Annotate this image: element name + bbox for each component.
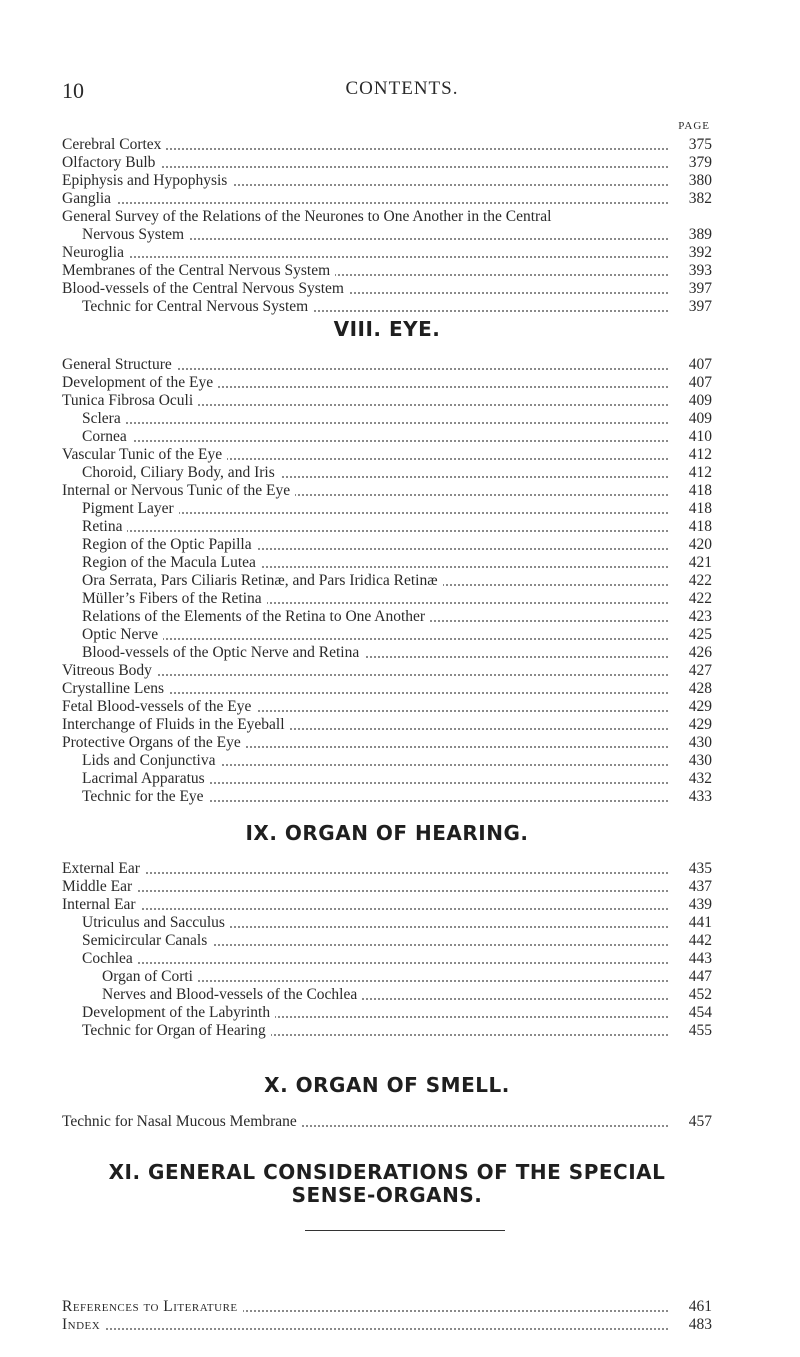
toc-entry-label: Cochlea bbox=[62, 950, 138, 967]
toc-entry-page: 375 bbox=[670, 136, 712, 154]
dot-leader bbox=[62, 530, 668, 532]
toc-entry bbox=[62, 208, 712, 226]
toc-entry bbox=[62, 298, 712, 316]
toc-entry-label: Region of the Macula Lutea bbox=[62, 554, 261, 571]
toc-entry bbox=[62, 172, 712, 190]
toc-entry-label: Region of the Optic Papilla bbox=[62, 536, 257, 553]
dot-leader bbox=[62, 890, 668, 892]
toc-entry-page: 418 bbox=[670, 518, 712, 536]
toc-entry bbox=[62, 788, 712, 806]
toc-entry bbox=[62, 896, 712, 914]
toc-entry bbox=[62, 554, 712, 572]
toc-entry bbox=[62, 1298, 712, 1316]
toc-entry-label: Fetal Blood-vessels of the Eye bbox=[62, 698, 256, 715]
toc-entry-page: 410 bbox=[670, 428, 712, 446]
toc-entry-page: 433 bbox=[670, 788, 712, 806]
section-heading-line-2: SENSE-ORGANS. bbox=[291, 1183, 483, 1207]
toc-entry bbox=[62, 950, 712, 968]
toc-entry-page: 430 bbox=[670, 752, 712, 770]
toc-entry-page: 452 bbox=[670, 986, 712, 1004]
toc-entry bbox=[62, 914, 712, 932]
toc-entry-label: Vascular Tunic of the Eye bbox=[62, 446, 227, 463]
toc-entry-label: Protective Organs of the Eye bbox=[62, 734, 246, 751]
toc-entry bbox=[62, 410, 712, 428]
toc-entry bbox=[62, 968, 712, 986]
toc-entry-page: 426 bbox=[670, 644, 712, 662]
toc-entry-label: Pigment Layer bbox=[62, 500, 179, 517]
toc-entry-page: 421 bbox=[670, 554, 712, 572]
toc-entry bbox=[62, 190, 712, 208]
toc-entry-label: Membranes of the Central Nervous System bbox=[62, 262, 335, 279]
toc-entry-page: 418 bbox=[670, 482, 712, 500]
toc-entry-label: Relations of the Elements of the Retina to One Another bbox=[62, 608, 430, 625]
dot-leader bbox=[62, 908, 668, 910]
toc-entry-label: Semicircular Canals bbox=[62, 932, 212, 949]
toc-entry-label: Technic for the Eye bbox=[62, 788, 209, 805]
toc-entry bbox=[62, 226, 712, 244]
page-column-label: PAGE bbox=[678, 120, 710, 132]
toc-entry-label: Technic for Nasal Mucous Membrane bbox=[62, 1113, 302, 1130]
toc-entry-page: 423 bbox=[670, 608, 712, 626]
section-heading-general-considerations bbox=[62, 1161, 712, 1207]
toc-entry bbox=[62, 878, 712, 896]
toc-entry-label: Blood-vessels of the Central Nervous System bbox=[62, 280, 349, 297]
toc-entry-page: 427 bbox=[670, 662, 712, 680]
toc-entry-page: 412 bbox=[670, 464, 712, 482]
toc-entry bbox=[62, 698, 712, 716]
toc-entry bbox=[62, 626, 712, 644]
toc-entry-label: Nervous System bbox=[62, 226, 189, 243]
toc-entry bbox=[62, 1113, 712, 1131]
toc-entry bbox=[62, 392, 712, 410]
toc-entry bbox=[62, 154, 712, 172]
toc-entry-label: Organ of Corti bbox=[62, 968, 198, 985]
toc-entry-page: 435 bbox=[670, 860, 712, 878]
toc-entry-page: 430 bbox=[670, 734, 712, 752]
toc-entry bbox=[62, 1022, 712, 1040]
toc-entry bbox=[62, 608, 712, 626]
toc-entry-page: 409 bbox=[670, 410, 712, 428]
toc-entry-page: 429 bbox=[670, 698, 712, 716]
toc-entry-label: Epiphysis and Hypophysis bbox=[62, 172, 232, 189]
dot-leader bbox=[62, 1328, 668, 1330]
toc-entry-label: Lids and Conjunctiva bbox=[62, 752, 220, 769]
toc-entry-page: 447 bbox=[670, 968, 712, 986]
toc-entry bbox=[62, 374, 712, 392]
toc-entry bbox=[62, 280, 712, 298]
dot-leader bbox=[62, 962, 668, 964]
toc-entry-label: Utriculus and Sacculus bbox=[62, 914, 230, 931]
toc-entry bbox=[62, 356, 712, 374]
toc-entry-page: 420 bbox=[670, 536, 712, 554]
toc-entry-label: General Structure bbox=[62, 356, 177, 373]
toc-entry bbox=[62, 500, 712, 518]
toc-entry bbox=[62, 136, 712, 154]
toc-entry-label: Choroid, Ciliary Body, and Iris bbox=[62, 464, 280, 481]
toc-entry-label: Development of the Eye bbox=[62, 374, 218, 391]
toc-entry-label: Development of the Labyrinth bbox=[62, 1004, 275, 1021]
section-heading-eye: VIII. EYE. bbox=[333, 317, 441, 341]
toc-entry-label: Index bbox=[62, 1316, 105, 1333]
dot-leader bbox=[62, 872, 668, 874]
toc-entry-label: Middle Ear bbox=[62, 878, 137, 895]
toc-entry-page: 442 bbox=[670, 932, 712, 950]
dot-leader bbox=[62, 440, 668, 442]
toc-section-eye bbox=[62, 356, 712, 806]
toc-entry bbox=[62, 932, 712, 950]
toc-entry bbox=[62, 482, 712, 500]
toc-entry-label: Internal or Nervous Tunic of the Eye bbox=[62, 482, 295, 499]
toc-entry-page: 407 bbox=[670, 374, 712, 392]
toc-entry-page: 407 bbox=[670, 356, 712, 374]
toc-entry-label: References to Literature bbox=[62, 1298, 243, 1315]
toc-entry-label: Cornea bbox=[62, 428, 132, 445]
toc-entry bbox=[62, 716, 712, 734]
toc-entry-page: 382 bbox=[670, 190, 712, 208]
toc-entry-label: Vitreous Body bbox=[62, 662, 157, 679]
toc-section-smell bbox=[62, 1113, 712, 1131]
toc-entry-label: Internal Ear bbox=[62, 896, 141, 913]
toc-back-matter bbox=[62, 1298, 712, 1334]
toc-entry-page: 422 bbox=[670, 572, 712, 590]
toc-entry bbox=[62, 536, 712, 554]
toc-entry-label: External Ear bbox=[62, 860, 145, 877]
toc-entry-page: 397 bbox=[670, 280, 712, 298]
toc-entry-page: 392 bbox=[670, 244, 712, 262]
toc-entry-label: Olfactory Bulb bbox=[62, 154, 160, 171]
toc-entry-page: 425 bbox=[670, 626, 712, 644]
toc-entry bbox=[62, 752, 712, 770]
toc-entry bbox=[62, 590, 712, 608]
toc-entry-label: Retina bbox=[62, 518, 127, 535]
toc-entry bbox=[62, 860, 712, 878]
page-number: 10 bbox=[62, 78, 84, 103]
toc-entry-page: 428 bbox=[670, 680, 712, 698]
toc-entry-page: 432 bbox=[670, 770, 712, 788]
toc-entry-label: Crystalline Lens bbox=[62, 680, 169, 697]
section-heading-smell: X. ORGAN OF SMELL. bbox=[264, 1073, 510, 1097]
toc-section-hearing bbox=[62, 860, 712, 1040]
horizontal-rule bbox=[305, 1230, 505, 1231]
toc-entry bbox=[62, 1316, 712, 1334]
toc-entry-label: Technic for Organ of Hearing bbox=[62, 1022, 271, 1039]
toc-entry-label: Nerves and Blood-vessels of the Cochlea bbox=[62, 986, 362, 1003]
toc-entry-page: 483 bbox=[670, 1316, 712, 1334]
toc-entry bbox=[62, 1004, 712, 1022]
toc-entry bbox=[62, 662, 712, 680]
toc-entry bbox=[62, 262, 712, 280]
toc-entry-page: 397 bbox=[670, 298, 712, 316]
dot-leader bbox=[62, 202, 668, 204]
toc-entry-label: Ora Serrata, Pars Ciliaris Retinæ, and Pars Iridica Retinæ bbox=[62, 572, 443, 589]
toc-entry bbox=[62, 644, 712, 662]
toc-entry-page: 461 bbox=[670, 1298, 712, 1316]
toc-entry-page: 439 bbox=[670, 896, 712, 914]
toc-entry bbox=[62, 428, 712, 446]
running-title: CONTENTS. bbox=[345, 78, 459, 99]
toc-entry-page: 422 bbox=[670, 590, 712, 608]
toc-entry bbox=[62, 518, 712, 536]
toc-entry bbox=[62, 464, 712, 482]
toc-entry-label: Lacrimal Apparatus bbox=[62, 770, 210, 787]
toc-entry bbox=[62, 572, 712, 590]
toc-entry-page: 429 bbox=[670, 716, 712, 734]
toc-entry-page: 418 bbox=[670, 500, 712, 518]
dot-leader bbox=[62, 422, 668, 424]
toc-entry-page: 380 bbox=[670, 172, 712, 190]
toc-entry bbox=[62, 680, 712, 698]
toc-entry-label: Blood-vessels of the Optic Nerve and Retina bbox=[62, 644, 364, 661]
toc-entry-page: 412 bbox=[670, 446, 712, 464]
page-header bbox=[62, 78, 742, 108]
toc-entry-label: Ganglia bbox=[62, 190, 116, 207]
section-heading-hearing: IX. ORGAN OF HEARING. bbox=[245, 821, 529, 845]
toc-entry-label: Technic for Central Nervous System bbox=[62, 298, 313, 315]
toc-entry-page: 379 bbox=[670, 154, 712, 172]
toc-entry bbox=[62, 986, 712, 1004]
toc-entry bbox=[62, 734, 712, 752]
dot-leader bbox=[62, 256, 668, 258]
toc-entry-label: Optic Nerve bbox=[62, 626, 163, 643]
toc-entry-page: 393 bbox=[670, 262, 712, 280]
toc-entry-page: 441 bbox=[670, 914, 712, 932]
toc-entry-label: General Survey of the Relations of the Neurones to One Another in the Central bbox=[62, 208, 552, 225]
toc-entry bbox=[62, 244, 712, 262]
toc-entry bbox=[62, 446, 712, 464]
toc-entry-label: Müller’s Fibers of the Retina bbox=[62, 590, 267, 607]
toc-entry-page: 389 bbox=[670, 226, 712, 244]
toc-entry-label: Neuroglia bbox=[62, 244, 129, 261]
toc-entry-label: Tunica Fibrosa Oculi bbox=[62, 392, 198, 409]
toc-entry-label: Cerebral Cortex bbox=[62, 136, 166, 153]
toc-block-nervous-system bbox=[62, 136, 712, 316]
toc-entry-page: 455 bbox=[670, 1022, 712, 1040]
toc-entry-page: 443 bbox=[670, 950, 712, 968]
toc-entry bbox=[62, 770, 712, 788]
toc-entry-page: 454 bbox=[670, 1004, 712, 1022]
toc-entry-page: 409 bbox=[670, 392, 712, 410]
section-heading-line-1: XI. GENERAL CONSIDERATIONS OF THE SPECIAL bbox=[108, 1160, 666, 1184]
toc-entry-label: Interchange of Fluids in the Eyeball bbox=[62, 716, 290, 733]
toc-entry-page: 437 bbox=[670, 878, 712, 896]
toc-entry-label: Sclera bbox=[62, 410, 126, 427]
toc-entry-page: 457 bbox=[670, 1113, 712, 1131]
